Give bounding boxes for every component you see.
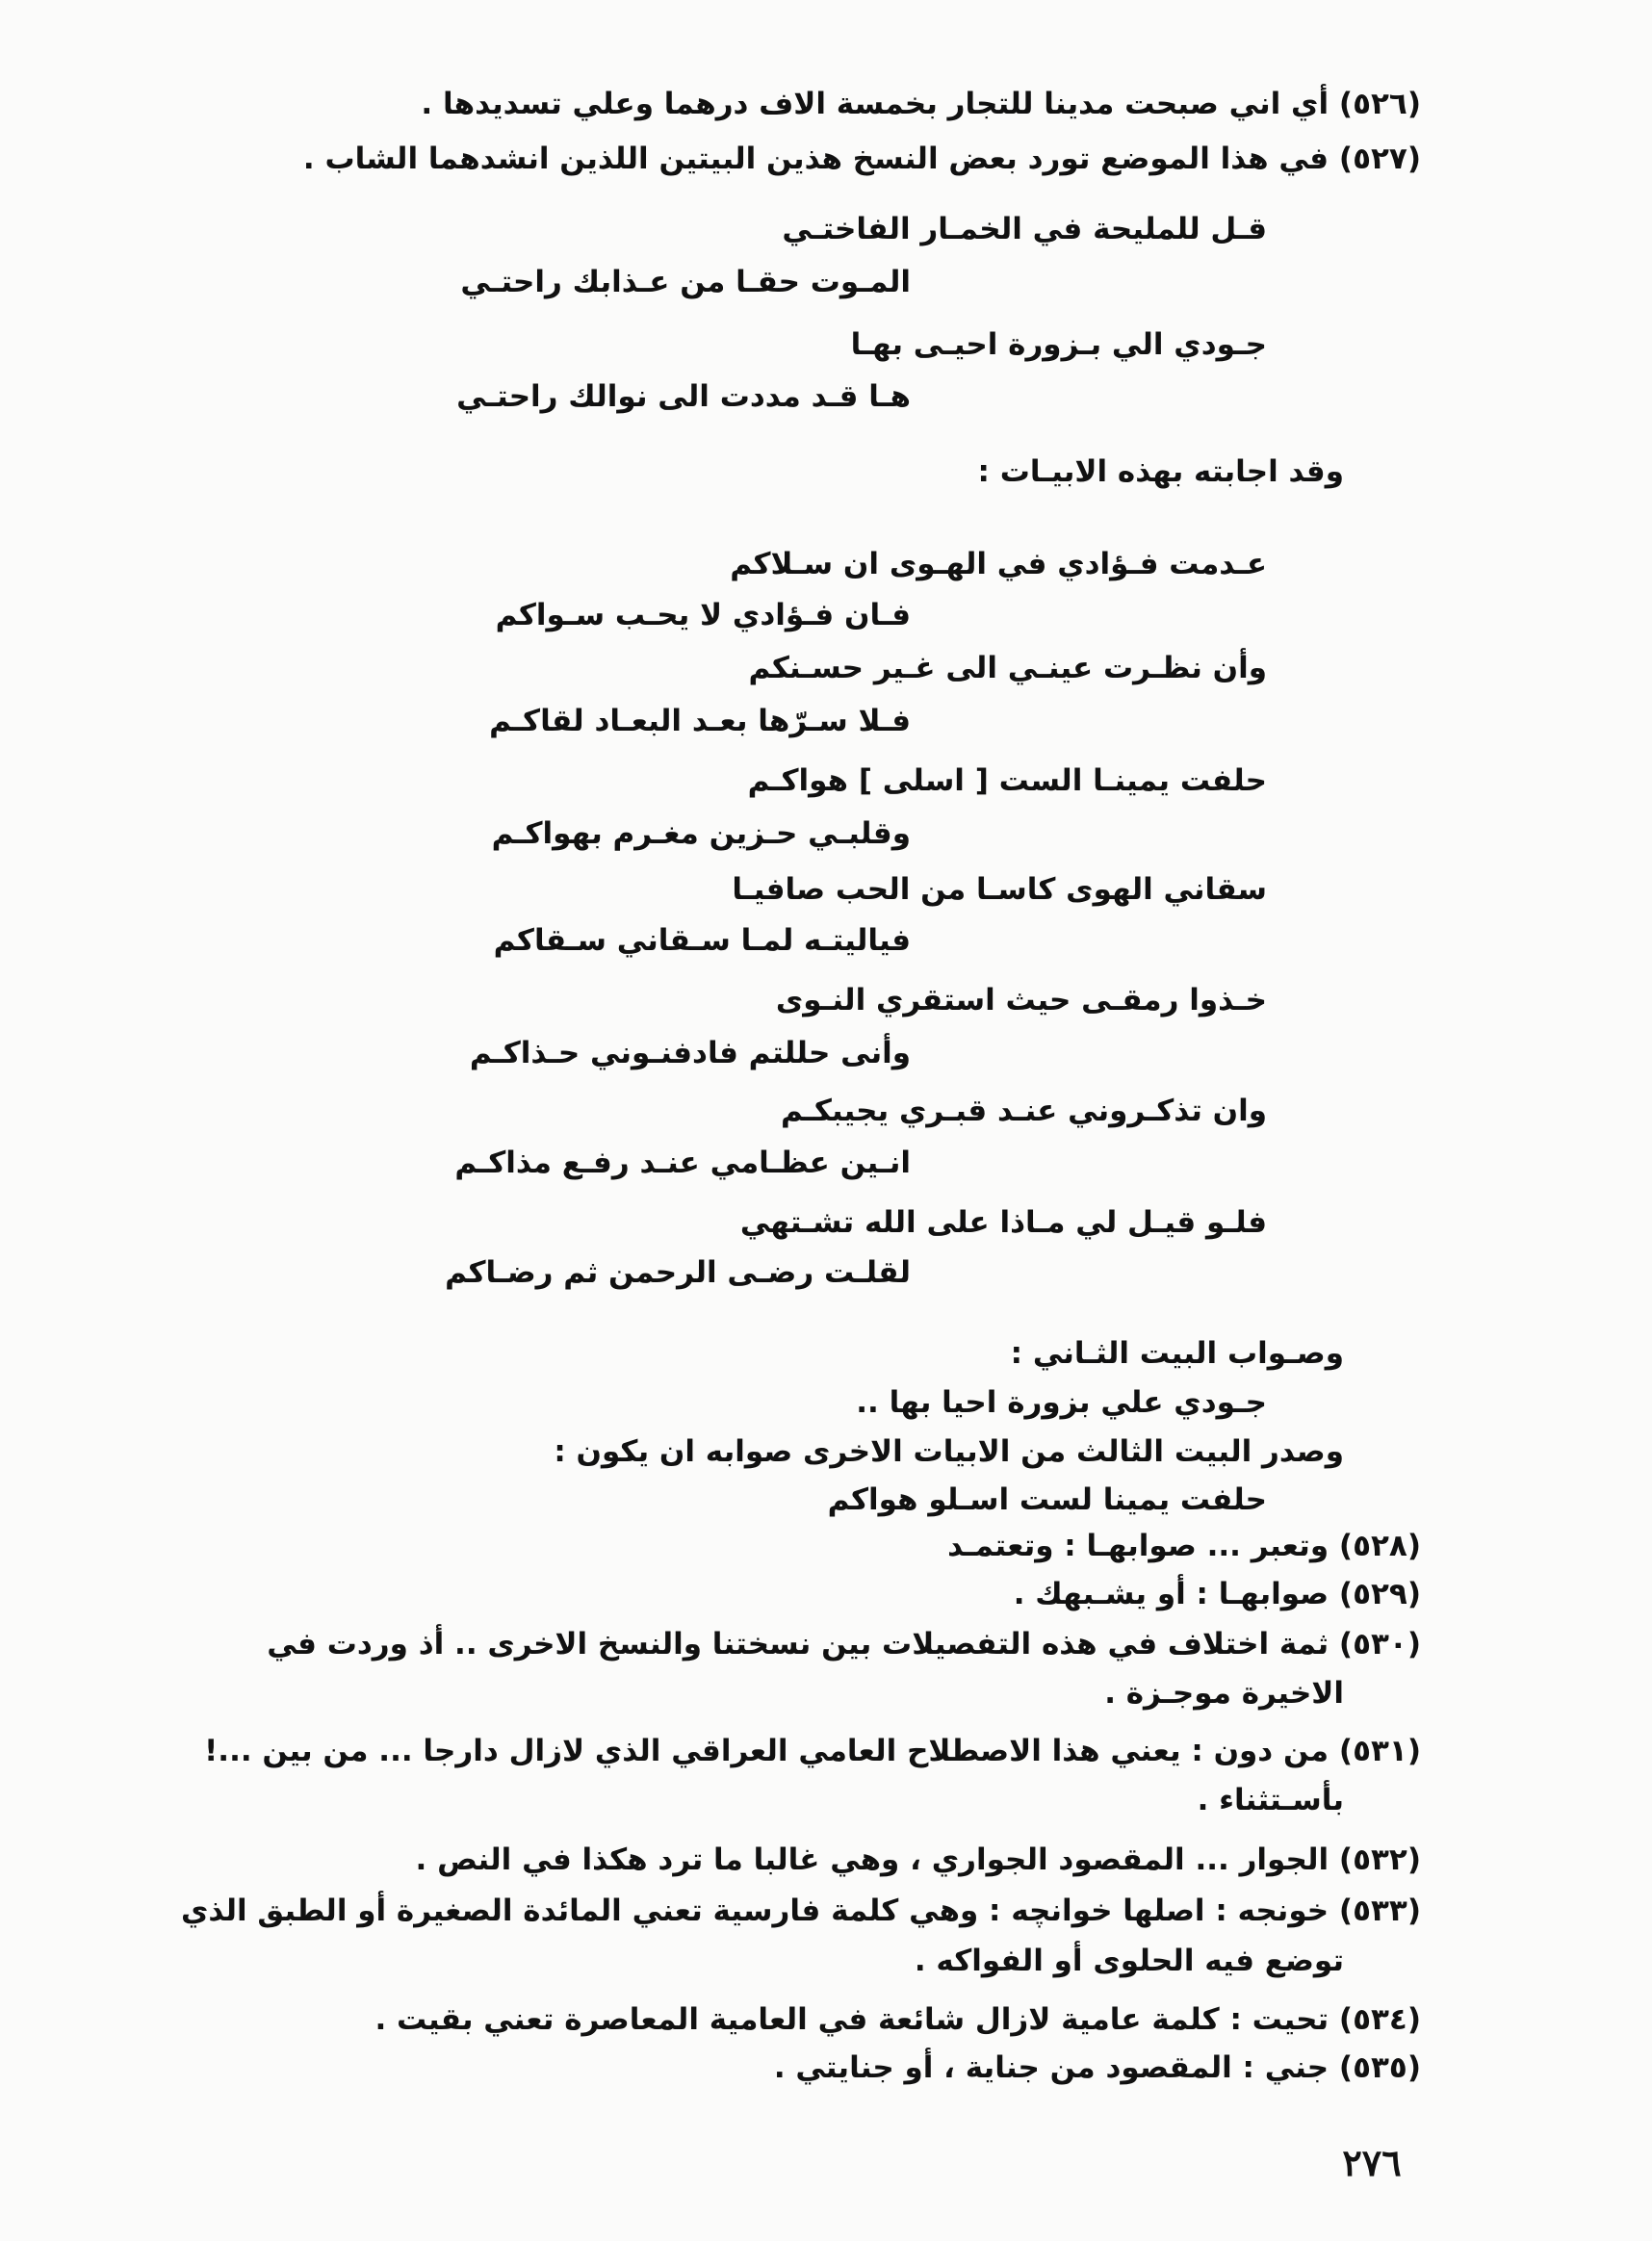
poem-2-line-5: حلفت يمينـا الست [ اسلى ] هواكـم <box>747 763 1267 798</box>
footnote-530: (٥٣٠) ثمة اختلاف في هذه التفصيلات بين نسختنا والنسخ الاخرى .. أذ وردت في <box>267 1627 1421 1661</box>
poem-2-line-1: عـدمت فـؤادي في الهـوى ان سـلاكم <box>730 547 1267 581</box>
footnote-534: (٥٣٤) تحيت : كلمة عامية لازال شائعة في العامية المعاصرة تعني بقيت . <box>374 2002 1421 2037</box>
poem-2-line-6: وقلبـي حـزين مغـرم بهواكـم <box>491 816 911 851</box>
footnote-532: (٥٣٢) الجوار ... المقصود الجواري ، وهي غالبا ما ترد هكذا في النص . <box>415 1842 1421 1877</box>
footnote-530-cont: الاخيرة موجـزة . <box>1104 1676 1344 1711</box>
footnote-529: (٥٢٩) صوابهـا : أو يشـبهك . <box>1013 1577 1421 1611</box>
poem-2-line-13: فلـو قيـل لي مـاذا على الله تشـتهي <box>739 1205 1267 1240</box>
reply-intro: وقد اجابته بهذه الابيـات : <box>977 454 1344 489</box>
footnote-533-cont: توضع فيه الحلوى أو الفواكه . <box>914 1944 1344 1978</box>
correction-heading-2: وصدر البيت الثالث من الابيات الاخرى صوابه ان يكون : <box>554 1434 1344 1469</box>
poem-2-line-10: وأنى حللتم فادفنـوني حـذاكـم <box>469 1036 911 1070</box>
poem-2-line-14: لقلـت رضـى الرحمن ثم رضـاكم <box>445 1255 911 1290</box>
poem-1-line-4: هـا قـد مددت الى نوالك راحتـي <box>456 379 911 414</box>
poem-2-line-8: فياليتـه لمـا سـقاني سـقاكم <box>493 923 911 958</box>
footnote-526: (٥٢٦) أي اني صبحت مدينا للتجار بخمسة الاف درهما وعلي تسديدها . <box>421 87 1421 121</box>
poem-1-line-3: جـودي الي بـزورة احيـى بهـا <box>850 327 1267 362</box>
poem-2-line-4: فـلا سـرّها بعـد البعـاد لقاكـم <box>489 704 911 738</box>
poem-2-line-12: انـين عظـامي عنـد رفـع مذاكـم <box>454 1146 911 1180</box>
correction-heading: وصـواب البيت الثـاني : <box>1010 1336 1344 1371</box>
poem-2-line-3: وأن نظـرت عينـي الى غـير حسـنكم <box>748 651 1267 685</box>
poem-1-line-1: قـل للمليحة في الخمـار الفاختـي <box>782 212 1267 246</box>
poem-1-line-2: المـوت حقـا من عـذابك راحتـي <box>460 265 911 299</box>
correction-line-1: جـودي علي بزورة احيا بها .. <box>856 1385 1267 1420</box>
page-number: ٢٧٦ <box>1342 2141 1402 2184</box>
poem-2-line-9: خـذوا رمقـى حيث استقري النـوى <box>775 983 1267 1017</box>
poem-2-line-7: سقاني الهوى كاسـا من الحب صافيـا <box>732 872 1267 907</box>
footnote-533: (٥٣٣) خونجه : اصلها خوانچه : وهي كلمة فارسية تعني المائدة الصغيرة أو الطبق الذي <box>181 1893 1421 1928</box>
footnote-531-cont: بأسـتثناء . <box>1197 1783 1344 1817</box>
footnote-527: (٥٢٧) في هذا الموضع تورد بعض النسخ هذين البيتين اللذين انشدهما الشاب . <box>302 142 1421 176</box>
poem-2-line-11: وان تذكـروني عنـد قبـري يجيبكـم <box>780 1094 1267 1128</box>
poem-2-line-2: فـان فـؤادي لا يحـب سـواكم <box>495 598 911 632</box>
correction-line-2: حلفت يمينا لست اسـلو هواكم <box>827 1482 1267 1517</box>
footnote-531: (٥٣١) من دون : يعني هذا الاصطلاح العامي العراقي الذي لازال دارجا ... من بين ...! <box>204 1734 1421 1768</box>
footnote-535: (٥٣٥) جني : المقصود من جناية ، أو جنايتي . <box>773 2050 1421 2085</box>
footnote-528: (٥٢٨) وتعبر ... صوابهـا : وتعتمـد <box>947 1529 1421 1563</box>
